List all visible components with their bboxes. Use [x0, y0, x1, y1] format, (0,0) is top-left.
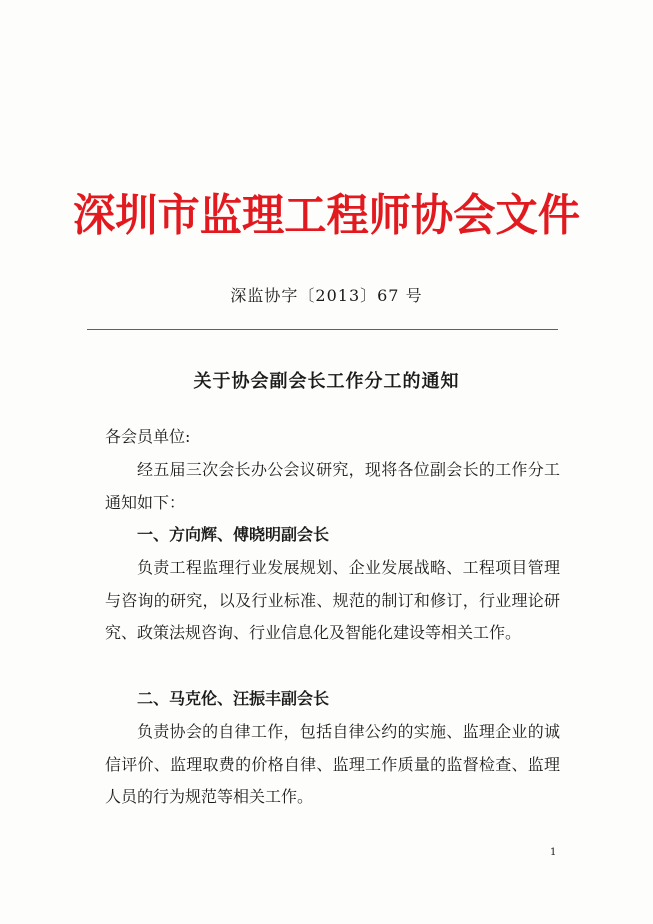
document-number: 深监协字〔2013〕67 号 [230, 286, 423, 305]
salutation: 各会员单位: [105, 427, 191, 446]
section-2-heading: 二、马克伦、汪振丰副会长 [137, 689, 330, 708]
document-header-title: 深圳市监理工程师协会文件 [73, 190, 580, 241]
notice-title: 关于协会副会长工作分工的通知 [193, 371, 460, 392]
red-divider-line [87, 329, 558, 330]
section-1-heading: 一、方向辉、傅晓明副会长 [137, 525, 330, 544]
section-1-body: 负责工程监理行业发展规划、企业发展战略、工程项目管理与咨询的研究，以及行业标准、规范的制订和修订，行业理论研究、政策法规咨询、行业信息化及智能化建设等相关工作。 [105, 558, 560, 642]
intro-paragraph: 经五届三次会长办公会议研究，现将各位副会长的工作分工通知如下： [105, 460, 560, 512]
section-2-body: 负责协会的自律工作，包括自律公约的实施、监理企业的诚信评价、监理取费的价格自律、监理工作质量的监督检查、监理人员的行为规范等相关工作。 [105, 722, 560, 806]
page-number: 1 [550, 847, 557, 858]
